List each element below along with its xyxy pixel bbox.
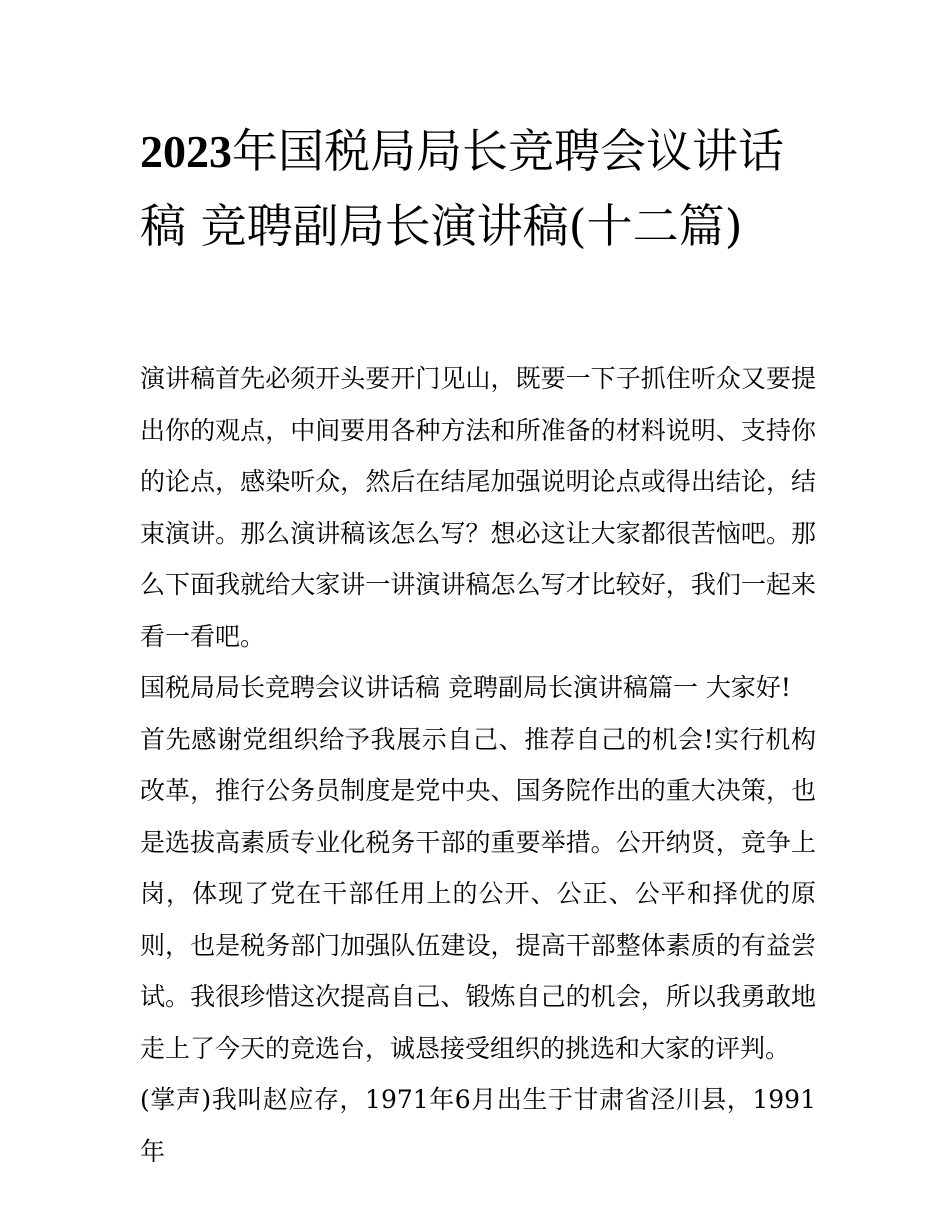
paragraph-speech: 首先感谢党组织给予我展示自己、推荐自己的机会!实行机构改革，推行公务员制度是党中央、国务院作出的重大决策，也是选拔高素质专业化税务干部的重要举措。公开纳贤，竞争上岗，体现了党在干部任用上的公开、公正、公平和择优的原则，也是税务部门加强队伍建设，提高干部整体素质的有益尝试。我很珍惜这次提高自己、锻炼自己的机会，所以我勇敢地走上了今天的竞选台，诚恳接受组织的挑选和大家的评判。 [140, 724, 816, 1063]
paragraph-intro: 演讲稿首先必须开头要开门见山，既要一下子抓住听众又要提出你的观点，中间要用各种方法和所准备的材料说明、支持你的论点，感染听众，然后在结尾加强说明论点或得出结论，结束演讲。那么演讲稿该怎么写？想必这让大家都很苦恼吧。那么下面我就给大家讲一讲演讲稿怎么写才比较好，我们一起来看一看吧。 [140, 364, 816, 651]
document-body [140, 353, 816, 1177]
title-year: 2023 [140, 126, 232, 177]
paragraph-self-intro: (掌声)我叫赵应存，1971年6月出生于甘肃省泾川县，1991年 [140, 1085, 816, 1166]
title-text: 年国税局局长竞聘会议讲话稿 竞聘副局长演讲稿(十二篇) [140, 124, 784, 253]
document-title [140, 114, 820, 263]
paragraph-section-heading: 国税局局长竞聘会议讲话稿 竞聘副局长演讲稿篇一 大家好! [140, 673, 791, 702]
